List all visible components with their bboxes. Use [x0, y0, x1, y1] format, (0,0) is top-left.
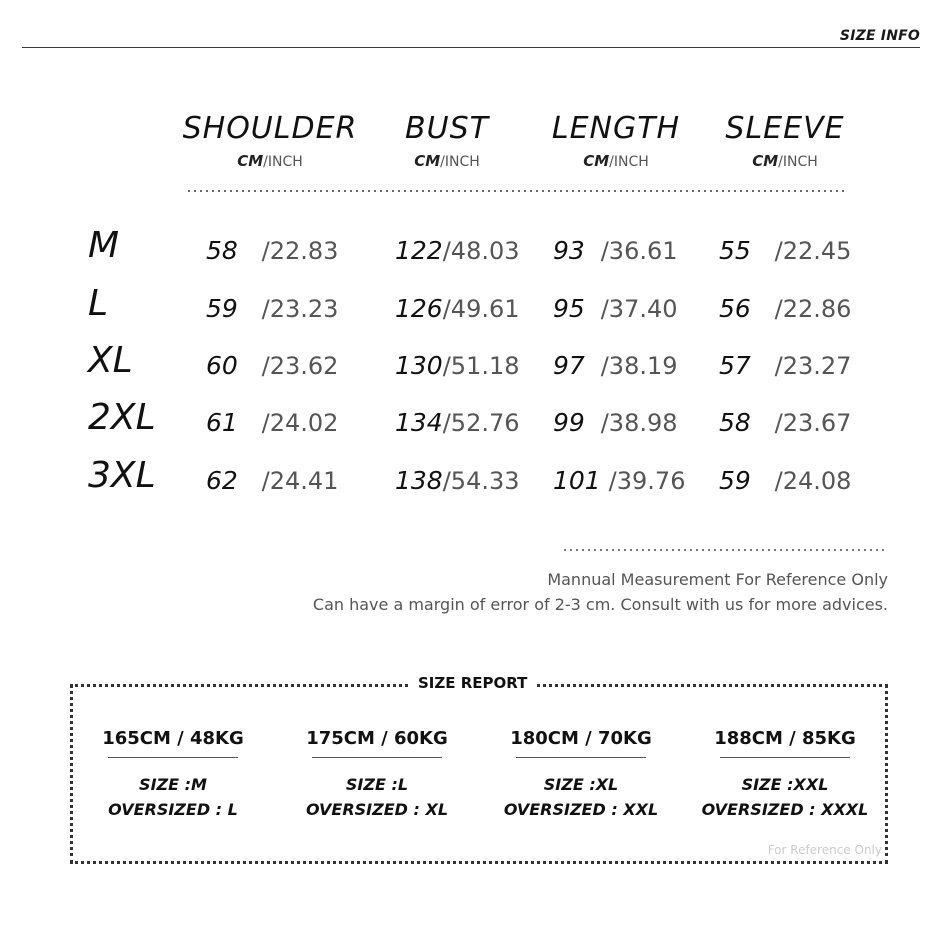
column-name: SLEEVE: [725, 111, 845, 146]
column-header-length: [521, 112, 711, 170]
entry-underline: [720, 757, 850, 758]
size-label-xl: XL: [88, 340, 133, 381]
size-label-2xl: 2XL: [88, 397, 156, 438]
reference-footnote: For Reference Only: [767, 843, 882, 857]
column-name: SHOULDER: [182, 111, 358, 146]
column-header-shoulder: [175, 112, 365, 170]
shoulder-value: 58 /22.83: [206, 236, 339, 265]
column-name: LENGTH: [551, 111, 681, 146]
recommended-size: SIZE :L: [345, 775, 409, 794]
oversized-size: OVERSIZED : L: [108, 800, 238, 819]
error-margin-note: Can have a margin of error of 2-3 cm. Consult with us for more advices.: [312, 595, 888, 614]
entry-underline: [516, 757, 646, 758]
sleeve-value: 58 /23.67: [719, 408, 852, 437]
column-unit: CM/INCH: [414, 152, 480, 170]
bust-value: 122/48.03: [395, 236, 520, 265]
header-dotted-divider: [186, 190, 846, 192]
shoulder-value: 62 /24.41: [206, 466, 339, 495]
shoulder-value: 59 /23.23: [206, 294, 339, 323]
shoulder-value: 61 /24.02: [206, 408, 339, 437]
size-report-entry: [277, 728, 477, 822]
size-report-entry: [685, 728, 885, 822]
recommended-size: SIZE :XXL: [741, 775, 829, 794]
size-label-m: M: [88, 225, 120, 266]
column-header-sleeve: [690, 112, 880, 170]
oversized-size: OVERSIZED : XL: [305, 800, 449, 819]
shoulder-value: 60 /23.62: [206, 351, 339, 380]
column-name: BUST: [405, 111, 489, 146]
size-report-title: SIZE REPORT: [410, 674, 535, 692]
height-weight: 180CM / 70KG: [510, 728, 652, 749]
entry-underline: [312, 757, 442, 758]
recommended-size: SIZE :M: [139, 775, 207, 794]
sleeve-value: 59 /24.08: [719, 466, 852, 495]
oversized-size: OVERSIZED : XXL: [503, 800, 659, 819]
sleeve-value: 57 /23.27: [719, 351, 852, 380]
size-report-entry: [481, 728, 681, 822]
length-value: 101 /39.76: [553, 466, 686, 495]
size-label-l: L: [88, 283, 109, 324]
bust-value: 134/52.76: [395, 408, 520, 437]
length-value: 93 /36.61: [553, 236, 678, 265]
oversized-size: OVERSIZED : XXXL: [701, 800, 869, 819]
entry-underline: [108, 757, 238, 758]
size-label-3xl: 3XL: [88, 455, 156, 496]
column-header-bust: [352, 112, 542, 170]
length-value: 97 /38.19: [553, 351, 678, 380]
recommended-size: SIZE :XL: [543, 775, 619, 794]
column-unit: CM/INCH: [752, 152, 818, 170]
bust-value: 138/54.33: [395, 466, 520, 495]
column-unit: CM/INCH: [237, 152, 303, 170]
height-weight: 188CM / 85KG: [714, 728, 856, 749]
size-report-entry: [73, 728, 273, 822]
column-unit: CM/INCH: [583, 152, 649, 170]
measurement-note: Mannual Measurement For Reference Only: [547, 570, 888, 589]
height-weight: 165CM / 48KG: [102, 728, 244, 749]
length-value: 95 /37.40: [553, 294, 678, 323]
bust-value: 126/49.61: [395, 294, 520, 323]
header-divider: [22, 47, 920, 48]
length-value: 99 /38.98: [553, 408, 678, 437]
sleeve-value: 55 /22.45: [719, 236, 852, 265]
notes-dotted-divider: [562, 549, 884, 551]
height-weight: 175CM / 60KG: [306, 728, 448, 749]
page-title: SIZE INFO: [839, 28, 920, 44]
sleeve-value: 56 /22.86: [719, 294, 852, 323]
bust-value: 130/51.18: [395, 351, 520, 380]
